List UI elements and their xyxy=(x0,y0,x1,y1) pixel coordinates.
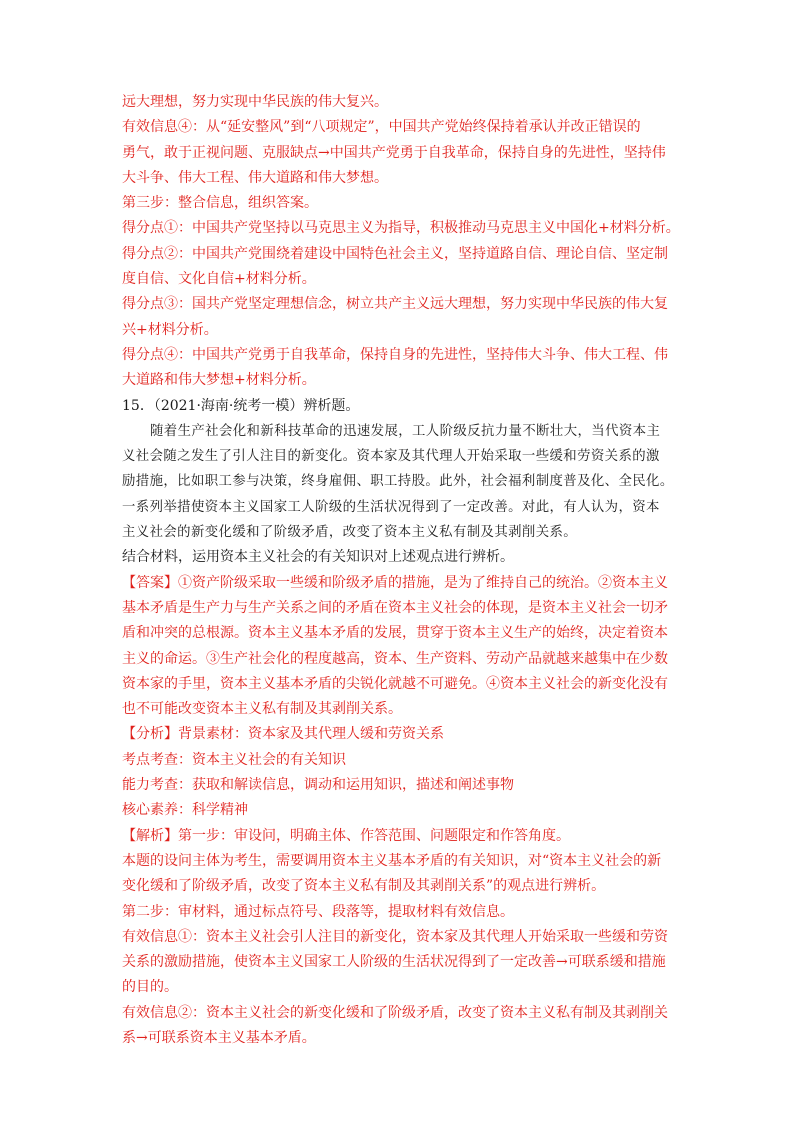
explanation-line: 【解析】第一步：审设问，明确主体、作答范围、问题限定和作答角度。 xyxy=(122,827,570,844)
analysis-line: 能力考查：获取和解读信息，调动和运用知识，描述和阐述事物 xyxy=(122,777,514,794)
material-line: 励措施，比如职工参与决策，终身雇佣、职工持股。此外，社会福利制度普及化、全民化。 xyxy=(122,474,674,490)
material-line: 随着生产社会化和新科技革命的迅速发展，工人阶级反抗力量不断壮大，当代资本主 xyxy=(150,423,661,439)
text-line: 得分点①：中国共产党坚持以马克思主义为指导，积极推动马克思主义中国化+材料分析。 xyxy=(122,220,680,237)
text-line: 大道路和伟大梦想+材料分析。 xyxy=(122,372,316,389)
material-line: 一系列举措使资本主义国家工人阶级的生活状况得到了一定改善。对此，有人认为，资本 xyxy=(122,499,660,515)
text-line: 第三步：整合信息，组织答案。 xyxy=(122,195,318,212)
material-line: 主义社会的新变化缓和了阶级矛盾，改变了资本主义私有制及其剥削关系。 xyxy=(122,525,578,541)
question-heading: 15．（2021·海南·统考一模）辨析题。 xyxy=(122,397,360,414)
text-line: 度自信、文化自信+材料分析。 xyxy=(122,271,316,288)
text-line: 大斗争、伟大工程、伟大道路和伟大梦想。 xyxy=(122,169,388,186)
answer-line: 基本矛盾是生产力与生产关系之间的矛盾在资本主义社会的体现，是资本主义社会一切矛 xyxy=(122,599,668,616)
text-line: 得分点②：中国共产党围绕着建设中国特色社会主义，坚持道路自信、理论自信、坚定制 xyxy=(122,245,668,262)
text-line: 兴+材料分析。 xyxy=(122,321,218,338)
explanation-line: 关系的激励措施，使资本主义国家工人阶级的生活状况得到了一定改善→可联系缓和措施 xyxy=(122,954,666,971)
text-line: 勇气，敢于正视问题、克服缺点→中国共产党勇于自我革命，保持自身的先进性，坚持伟 xyxy=(122,144,666,161)
explanation-line: 有效信息②：资本主义社会的新变化缓和了阶级矛盾，改变了资本主义私有制及其剥削关 xyxy=(122,1004,668,1021)
text-line: 远大理想，努力实现中华民族的伟大复兴。 xyxy=(122,94,388,110)
text-line: 得分点③：国共产党坚定理想信念，树立共产主义远大理想，努力实现中华民族的伟大复 xyxy=(122,296,668,313)
question-prompt: 结合材料，运用资本主义社会的有关知识对上述观点进行辨析。 xyxy=(122,549,514,566)
explanation-line: 系→可联系资本主义基本矛盾。 xyxy=(122,1029,316,1046)
analysis-line: 核心素养：科学精神 xyxy=(122,802,248,819)
analysis-line: 【分析】背景素材：资本家及其代理人缓和劳资关系 xyxy=(122,726,444,743)
explanation-line: 变化缓和了阶级矛盾，改变了资本主义私有制及其剥削关系”的观点进行辨析。 xyxy=(122,878,606,895)
material-line: 义社会随之发生了引人注目的新变化。资本家及其代理人开始采取一些缓和劳资关系的激 xyxy=(122,449,660,465)
explanation-line: 有效信息①：资本主义社会引人注目的新变化，资本家及其代理人开始采取一些缓和劳资 xyxy=(122,928,668,945)
explanation-line: 本题的设问主体为考生，需要调用资本主义基本矛盾的有关知识，对“资本主义社会的新 xyxy=(122,852,662,869)
document-body xyxy=(122,90,682,1051)
explanation-line: 第二步：审材料，通过标点符号、段落等，提取材料有效信息。 xyxy=(122,903,514,920)
text-line: 得分点④：中国共产党勇于自我革命，保持自身的先进性，坚持伟大斗争、伟大工程、伟 xyxy=(122,346,668,363)
explanation-line: 的目的。 xyxy=(122,979,178,996)
answer-line: 【答案】①资产阶级采取一些缓和阶级矛盾的措施，是为了维持自己的统治。②资本主义 xyxy=(122,574,668,591)
answer-line: 资本家的手里，资本主义基本矛盾的尖锐化就越不可避免。④资本主义社会的新变化没有 xyxy=(122,675,668,692)
answer-line: 也不可能改变资本主义私有制及其剥削关系。 xyxy=(122,701,402,718)
text-line: 有效信息④：从“延安整风”到“八项规定”，中国共产党始终保持着承认并改正错误的 xyxy=(122,119,641,136)
answer-line: 主义的命运。③生产社会化的程度越高，资本、生产资料、劳动产品就越来越集中在少数 xyxy=(122,650,668,667)
analysis-line: 考点考查：资本主义社会的有关知识 xyxy=(122,751,346,768)
answer-line: 盾和冲突的总根源。资本主义基本矛盾的发展，贯穿于资本主义生产的始终，决定着资本 xyxy=(122,625,668,642)
